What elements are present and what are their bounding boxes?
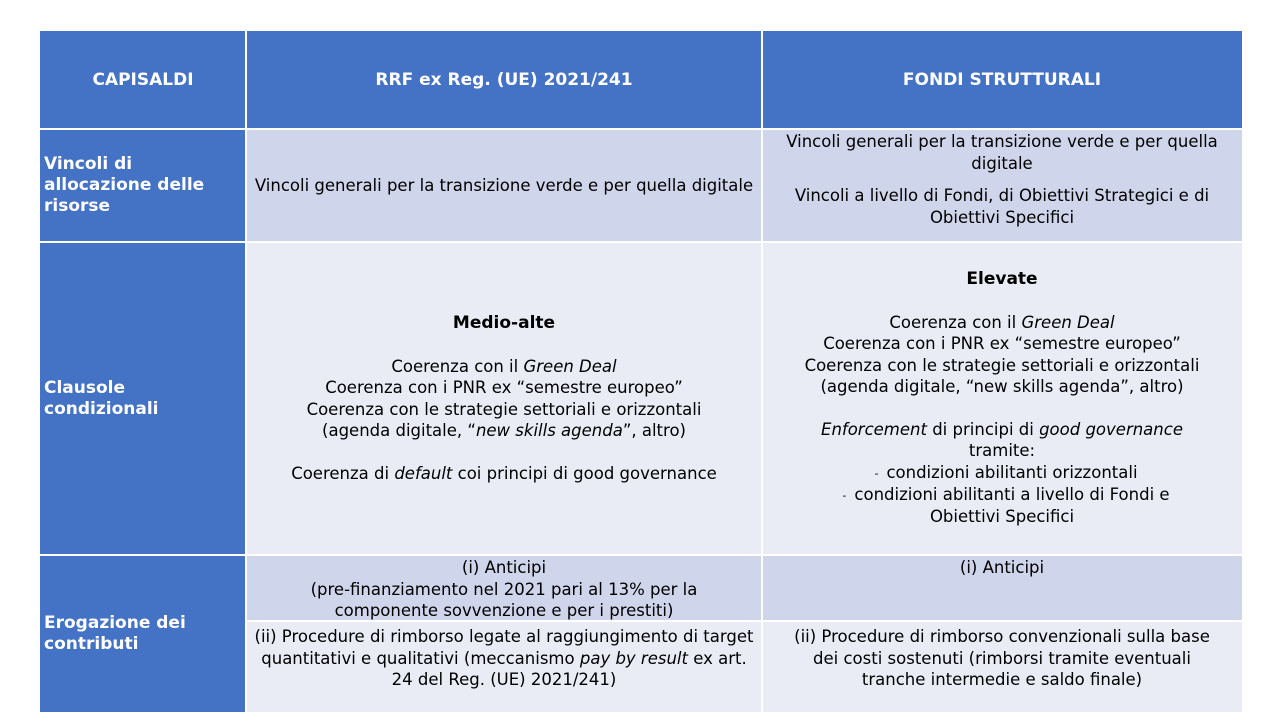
row2-rrf-line2: Coerenza con i PNR ex “semestre europeo”	[325, 378, 683, 397]
row2-fondi-cell	[762, 242, 1242, 555]
row3-fondi-a-text: (i) Anticipi	[959, 558, 1045, 577]
row2-fondi-line3: Coerenza con le strategie settoriali e orizzontali	[804, 355, 1200, 375]
row2-fondi-bullet2-cont: Obiettivi Specifici	[929, 507, 1075, 527]
row1-rrf-cell	[246, 129, 762, 242]
row-label-clausole-text: Clausole condizionali	[44, 377, 159, 419]
row-label-vincoli-text: Vincoli di allocazione delle risorse	[44, 154, 205, 216]
row-label-erogazione-text: Erogazione dei contributi	[44, 612, 186, 654]
row2-fondi-line2: Coerenza con i PNR ex “semestre europeo”	[823, 334, 1181, 354]
row-divider	[40, 241, 1242, 243]
row-label-vincoli	[40, 129, 246, 242]
row3-rrf-a-cell	[246, 555, 762, 621]
row-divider	[40, 554, 1242, 556]
row-divider	[246, 620, 1242, 622]
row-label-erogazione	[40, 555, 246, 712]
row1-fondi-text-1: Vincoli generali per la transizione verde e per quella digitale	[786, 132, 1218, 173]
row2-fondi-bullet2: - condizioni abilitanti a livello di Fondi e	[834, 484, 1169, 506]
row2-fondi-title: Elevate	[966, 269, 1038, 290]
row2-fondi-line5: Enforcement di principi di good governance	[821, 419, 1183, 439]
row2-rrf-line1: Coerenza con il Green Deal	[391, 356, 617, 376]
row2-rrf-line3: Coerenza con le strategie settoriali e orizzontali	[306, 399, 702, 419]
row3-fondi-b-cell	[762, 621, 1242, 712]
row2-rrf-cell	[246, 242, 762, 555]
row2-fondi-line4: (agenda digitale, “new skills agenda”, altro)	[820, 377, 1184, 397]
row1-fondi-text-2: Vincoli a livello di Fondi, di Obiettivi Strategici e di Obiettivi Specifici	[794, 186, 1210, 227]
row3-fondi-a-cell	[762, 555, 1242, 621]
row-divider	[40, 128, 1242, 130]
row2-fondi-line1: Coerenza con il Green Deal	[889, 312, 1115, 332]
row1-rrf-text: Vincoli generali per la transizione verde e per quella digitale	[254, 175, 754, 195]
column-divider	[761, 31, 763, 712]
row3-rrf-b-cell	[246, 621, 762, 712]
row3-rrf-a-title: (i) Anticipi	[461, 558, 547, 577]
row2-rrf-line4: (agenda digitale, “new skills agenda”, altro)	[322, 421, 686, 440]
comparison-table	[40, 31, 1242, 712]
header-capisaldi: CAPISALDI	[40, 31, 246, 129]
row3-rrf-b-text: (ii) Procedure di rimborso legate al raggiungimento di target quantitativi e qualitativi (meccanismo pay by result ex art. 24 del Reg. (UE) 2021/241)	[254, 627, 754, 689]
row2-rrf-line5: Coerenza di default coi principi di good governance	[291, 463, 717, 483]
dash-bullet-icon: -	[874, 466, 879, 480]
row2-fondi-bullet1: - condizioni abilitanti orizzontali	[866, 462, 1137, 484]
row-label-clausole	[40, 242, 246, 555]
header-rrf: RRF ex Reg. (UE) 2021/241	[246, 31, 762, 129]
row3-rrf-a-text: (pre-finanziamento nel 2021 pari al 13% per la componente sovvenzione e per i prestiti)	[310, 579, 698, 620]
row2-rrf-title: Medio-alte	[452, 313, 556, 333]
row2-fondi-line6: tramite:	[968, 441, 1036, 461]
row1-fondi-cell	[762, 129, 1242, 242]
row3-fondi-b-text: (ii) Procedure di rimborso convenzionali sulla base dei costi sostenuti (rimborsi tramite eventuali tranche intermedie e saldo finale)	[794, 627, 1210, 689]
column-divider	[245, 31, 247, 712]
dash-bullet-icon: -	[842, 488, 847, 502]
header-fondi-strutturali: FONDI STRUTTURALI	[762, 31, 1242, 129]
